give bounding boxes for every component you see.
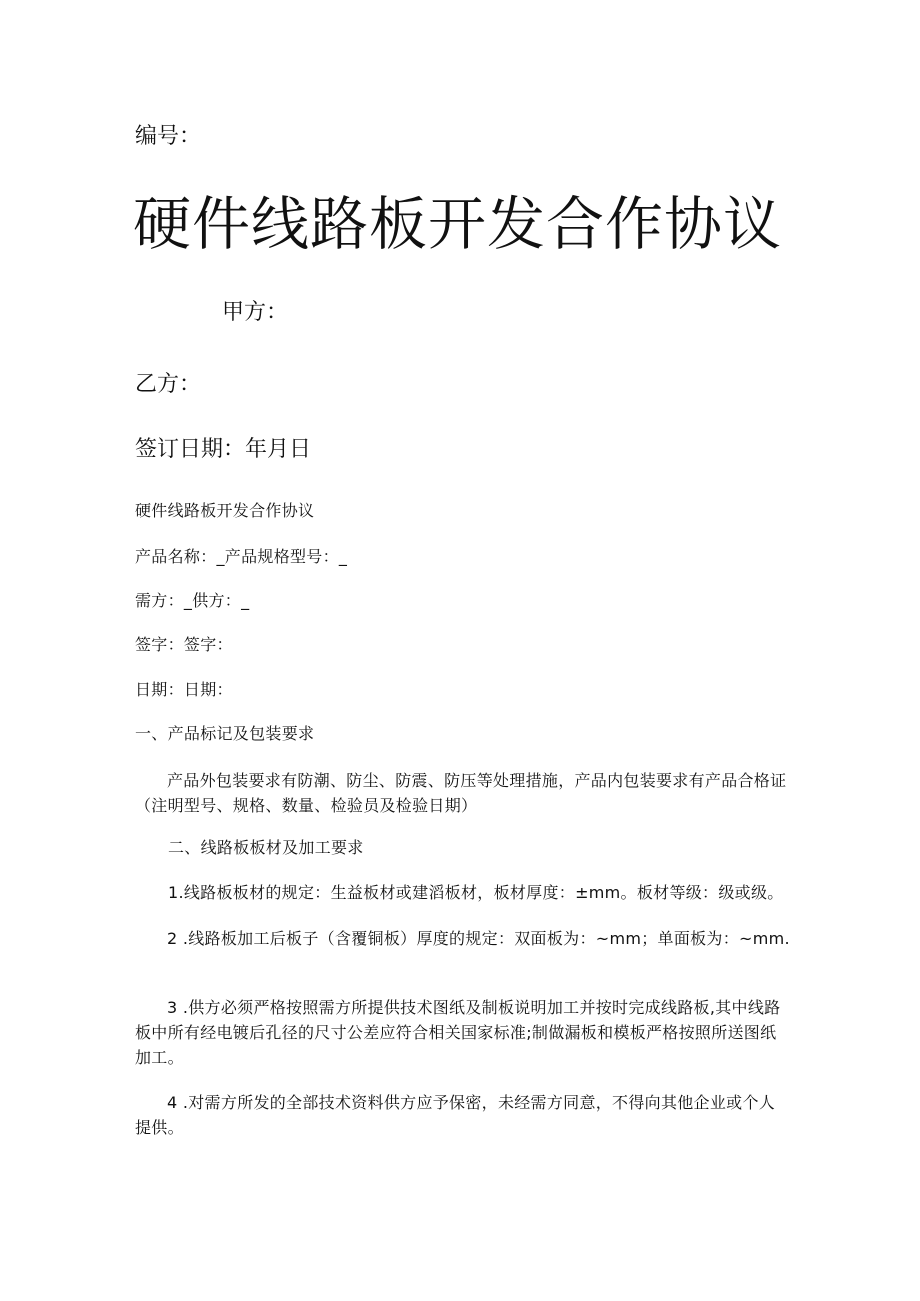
item-3: 3 .供方必须严格按照需方所提供技术图纸及制板说明加工并按时完成线路板,其中线路板中所有经电镀后孔径的尺寸公差应符合相关国家标准;制做漏板和模板严格按照所送图纸加工。 <box>135 998 781 1067</box>
product-info-line: 产品名称：_产品规格型号：_ <box>135 547 348 566</box>
party-b-label: 乙方： <box>135 372 202 397</box>
party-a-label: 甲方： <box>222 300 289 325</box>
document-number-label: 编号： <box>135 124 202 149</box>
item-1: 1.线路板板材的规定：生益板材或建滔板材，板材厚度：±mm。板材等级：级或级。 <box>168 883 784 902</box>
item-4: 4 .对需方所发的全部技术资料供方应予保密，未经需方同意，不得向其他企业或个人提供。 <box>135 1093 776 1137</box>
section2-heading: 二、线路板板材及加工要求 <box>168 838 364 857</box>
signature-line: 签字：签字： <box>135 635 233 654</box>
section1-paragraph: 产品外包装要求有防潮、防尘、防震、防压等处理措施，产品内包装要求有产品合格证（注明型号、规格、数量、检验员及检验日期） <box>135 771 787 815</box>
body-document-title: 硬件线路板开发合作协议 <box>135 501 315 520</box>
document-title: 硬件线路板开发合作协议 <box>133 190 783 258</box>
parties-line: 需方：_供方：_ <box>135 591 250 610</box>
signing-date-label: 签订日期：年月日 <box>135 437 312 462</box>
date-line: 日期：日期： <box>135 680 233 699</box>
item-2: 2 .线路板加工后板子（含覆铜板）厚度的规定：双面板为：~mm；单面板为：~mm. <box>167 929 790 948</box>
section1-heading: 一、产品标记及包装要求 <box>135 724 315 743</box>
